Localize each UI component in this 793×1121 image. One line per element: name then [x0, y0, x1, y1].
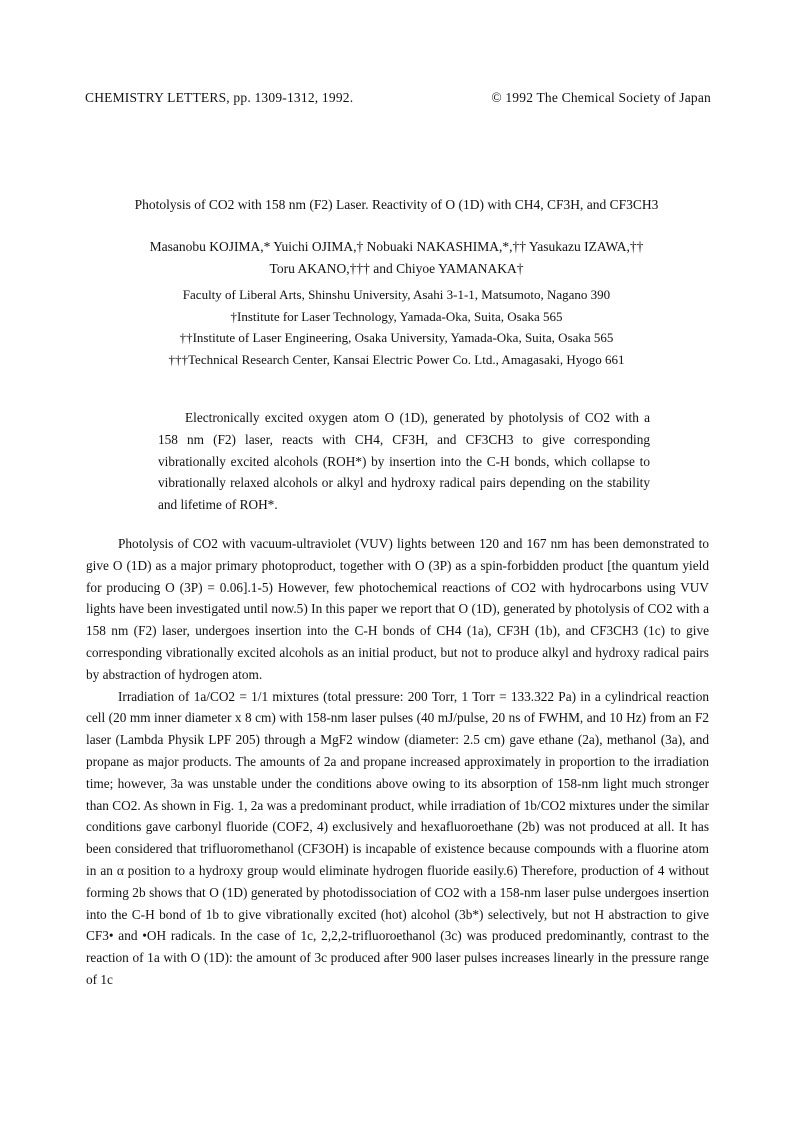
body-paragraph: Irradiation of 1a/CO2 = 1/1 mixtures (total pressure: 200 Torr, 1 Torr = 133.322 Pa) in a cylindrical reaction cell (20 mm inner diameter x 8 cm) with 158-nm laser pulses (40 mJ/pulse, 20 ns of FWHM, and 10 Hz) from an F2 laser (Lambda Physik LPF 205) through a MgF2 window (diameter: 2.5 cm) gave ethane (2a), methanol (3a), and propane as major products. The amounts of 2a and propane increased approximately in proportion to the irradiation time; however, 3a was unstable under the conditions above owing to its absorption of 158-nm light much stronger than CO2. As shown in Fig. 1, 2a was a predominant product, while irradiation of 1b/CO2 mixtures under the similar conditions gave carbonyl fluoride (COF2, 4) exclusively and hexafluoroethane (2b) was not produced at all. It has been considered that trifluoromethanol (CF3OH) is incapable of existence because compounds with a fluorine atom in an α position to a hydroxy group would eliminate hydrogen fluoride easily.6) Therefore, production of 4 without forming 2b shows that O (1D) generated by photodissociation of CO2 with a 158-nm laser pulse undergoes insertion into the C-H bond of 1b to give vibrationally excited (hot) alcohol (3b*) selectively, but not H abstraction to give CF3• and •OH radicals. In the case of 1c, 2,2,2-trifluoroethanol (3c) was produced predominantly, contrast to the reaction of 1a with O (1D): the amount of 3c produced after 900 laser pulses increases linearly in the pressure range of 1c: [86, 688, 710, 987]
paper-title: [0, 197, 793, 213]
author-list: [0, 236, 793, 280]
abstract: [158, 407, 650, 516]
abstract-text: Electronically excited oxygen atom O (1D), generated by photolysis of CO2 with a 158 nm (F2) laser, reacts with CH4, CF3H, and CF3CH3 to give corresponding vibrationally excited alcohols (ROH*) by insertion into the C-H bonds, which collapse to vibrationally relaxed alcohols or alkyl and hydroxy radical pairs depending on the stability and lifetime of ROH*.: [158, 410, 650, 513]
affiliation: †Institute for Laser Technology, Yamada-Oka, Suita, Osaka 565: [230, 308, 563, 324]
author-line: Toru AKANO,††† and Chiyoe YAMANAKA†: [269, 261, 524, 276]
affiliation: ††Institute of Laser Engineering, Osaka University, Yamada-Oka, Suita, Osaka 565: [179, 330, 614, 345]
body-paragraph: Photolysis of CO2 with vacuum-ultraviolet (VUV) lights between 120 and 167 nm has been demonstrated to give O (1D) as a major primary photoproduct, together with O (3P) as a spin-forbidden product [the quantum yield for producing O (3P) = 0.06].1-5) However, few photochemical reactions of CO2 with hydrocarbons using VUV lights have been investigated until now.5) In this paper we report that O (1D), generated by photolysis of CO2 with a 158 nm (F2) laser, undergoes insertion into the C-H bonds of CH4 (1a), CF3H (1b), and CF3CH3 (1c) to give corresponding vibrationally excited alcohols as an initial product, but not to produce alkyl and hydroxy radical pairs by abstraction of hydrogen atom.: [86, 536, 709, 682]
author-line: Masanobu KOJIMA,* Yuichi OJIMA,† Nobuaki NAKASHIMA,*,†† Yasukazu IZAWA,††: [149, 239, 644, 254]
affiliation: †††Technical Research Center, Kansai Electric Power Co. Ltd., Amagasaki, Hyogo 661: [168, 351, 625, 367]
body-text: [86, 533, 709, 991]
affiliation-list: [0, 284, 793, 370]
journal-header: CHEMISTRY LETTERS, pp. 1309-1312, 1992.: [85, 90, 354, 105]
copyright-notice: © 1992 The Chemical Society of Japan: [491, 90, 711, 105]
title-text: Photolysis of CO2 with 158 nm (F2) Laser. Reactivity of O (1D) with CH4, CF3H, and CF3CH3: [134, 197, 659, 212]
affiliation: Faculty of Liberal Arts, Shinshu University, Asahi 3-1-1, Matsumoto, Nagano 390: [182, 287, 611, 302]
